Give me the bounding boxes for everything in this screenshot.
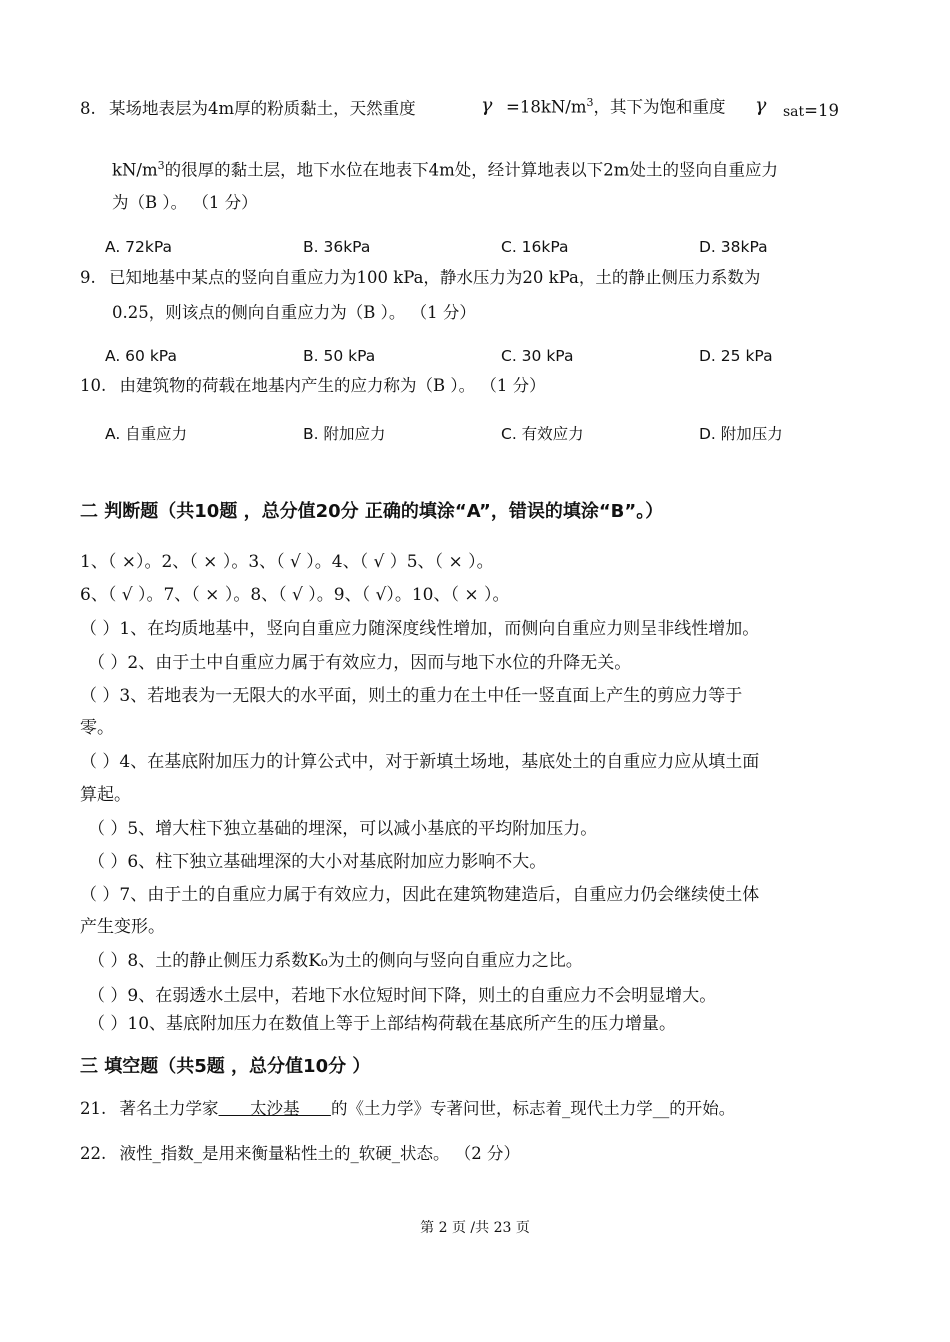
tf-item-3: （ ）3、若地表为一无限大的水平面，则土的重力在土中任一竖直面上产生的剪应力等于: [80, 686, 743, 706]
q10-option-b: B. 附加应力: [303, 425, 386, 443]
q22-number: 22.: [80, 1144, 107, 1163]
q8-sat: [783, 103, 839, 120]
q8-option-b: B. 36kPa: [303, 238, 371, 256]
tf-item-3-cont: 零。: [80, 718, 114, 738]
q8-line1: [80, 101, 416, 118]
tf-item-8: （ ）8、土的静止侧压力系数K₀为土的侧向与竖向自重应力之比。: [88, 951, 583, 971]
q9-option-b: B. 50 kPa: [303, 347, 376, 365]
q21-line: [80, 1101, 735, 1118]
q8-sup1: 3: [586, 96, 594, 109]
q8-line2: [112, 160, 778, 179]
tf-item-10: （ ）10、基底附加压力在数值上等于上部结构荷载在基底所产生的压力增量。: [88, 1014, 677, 1034]
q10-option-d: D. 附加压力: [699, 425, 783, 443]
q8-text-b: =18kN/m: [506, 97, 587, 117]
q9-option-c: C. 30 kPa: [501, 347, 574, 365]
q9-line2: 0.25，则该点的侧向自重应力为（B ）。 （1 分）: [112, 303, 476, 322]
q21-answer-blank: 太沙基: [218, 1099, 331, 1118]
q10-text-1: 由建筑物的荷载在地基内产生的应力称为（B ）。 （1 分）: [119, 376, 546, 395]
q8-gamma-symbol: γ: [481, 94, 493, 116]
q8-gamma-sat-symbol: γ: [755, 94, 767, 116]
section2-title: 二 判断题（共10题 ，总分值20分 正确的填涂“A”，错误的填涂“B”。）: [80, 501, 664, 522]
q10-option-a: A. 自重应力: [105, 425, 188, 443]
q22-text: 液性_指数_是用来衡量粘性土的_软硬_状态。 （2 分）: [119, 1144, 520, 1163]
tf-item-6: （ ）6、柱下独立基础埋深的大小对基底附加应力影响不大。: [88, 852, 547, 872]
q10-number: 10.: [80, 376, 107, 395]
q22-line: [80, 1146, 520, 1163]
q8-text-c: ，其下为饱和重度: [593, 97, 726, 117]
q8-number: 8.: [80, 99, 96, 118]
q9-option-a: A. 60 kPa: [105, 347, 177, 365]
q8-unit-a: [506, 97, 725, 116]
q8-option-a: A. 72kPa: [105, 238, 173, 256]
q8-option-d: D. 38kPa: [699, 238, 768, 256]
section2-answers-2: 6、（ √ ）。7、（ × ）。8、（ √ ）。9、（ √）。10、（ × ）。: [80, 585, 510, 605]
q9-text-1: 已知地基中某点的竖向自重应力为100 kPa，静水压力为20 kPa，土的静止侧压力系数为: [109, 268, 761, 287]
q9-line1: [80, 270, 760, 287]
page-footer: 第 2 页 /共 23 页: [420, 1220, 530, 1236]
section2-answers-1: 1、（ ×）。2、（ × ）。3、（ √ ）。4、（ √ ）5、（ × ）。: [80, 552, 494, 572]
tf-item-7-cont: 产生变形。: [80, 917, 165, 937]
q8-option-c: C. 16kPa: [501, 238, 569, 256]
q21-text-b: 的《土力学》专著问世，标志着_现代土力学__的开始。: [330, 1099, 736, 1118]
tf-item-4: （ ）4、在基底附加压力的计算公式中，对于新填土场地，基底处土的自重应力应从填土面: [80, 752, 760, 772]
tf-item-9: （ ）9、在弱透水土层中，若地下水位短时间下降，则土的自重应力不会明显增大。: [88, 986, 717, 1006]
q21-text-a: 著名土力学家: [119, 1099, 219, 1118]
q9-number: 9.: [80, 268, 96, 287]
q8-line3: 为（B ）。 （1 分）: [112, 193, 258, 212]
tf-item-2: （ ）2、由于土中自重应力属于有效应力，因而与地下水位的升降无关。: [88, 653, 632, 673]
q8-text-a: 某场地表层为4m厚的粉质黏土，天然重度: [109, 99, 416, 118]
q8-sup2: 3: [157, 159, 165, 172]
q8-line2-a: kN/m: [112, 160, 158, 180]
q8-sub-sat: sat: [783, 104, 805, 120]
q10-line1: [80, 378, 546, 395]
tf-item-4-cont: 算起。: [80, 785, 131, 805]
section3-title: 三 填空题（共5题 ，总分值10分 ）: [80, 1056, 371, 1077]
tf-item-5: （ ）5、增大柱下独立基础的埋深，可以减小基底的平均附加压力。: [88, 819, 598, 839]
q10-option-c: C. 有效应力: [501, 425, 584, 443]
q9-option-d: D. 25 kPa: [699, 347, 773, 365]
q8-line2-b: 的很厚的黏土层，地下水位在地表下4m处，经计算地表以下2m处土的竖向自重应力: [164, 160, 778, 180]
tf-item-1: （ ）1、在均质地基中，竖向自重应力随深度线性增加，而侧向自重应力则呈非线性增加。: [80, 619, 760, 639]
tf-item-7: （ ）7、由于土的自重应力属于有效应力，因此在建筑物建造后，自重应力仍会继续使土体: [80, 885, 760, 905]
q21-number: 21.: [80, 1099, 107, 1118]
q8-text-d: =19: [804, 101, 839, 120]
